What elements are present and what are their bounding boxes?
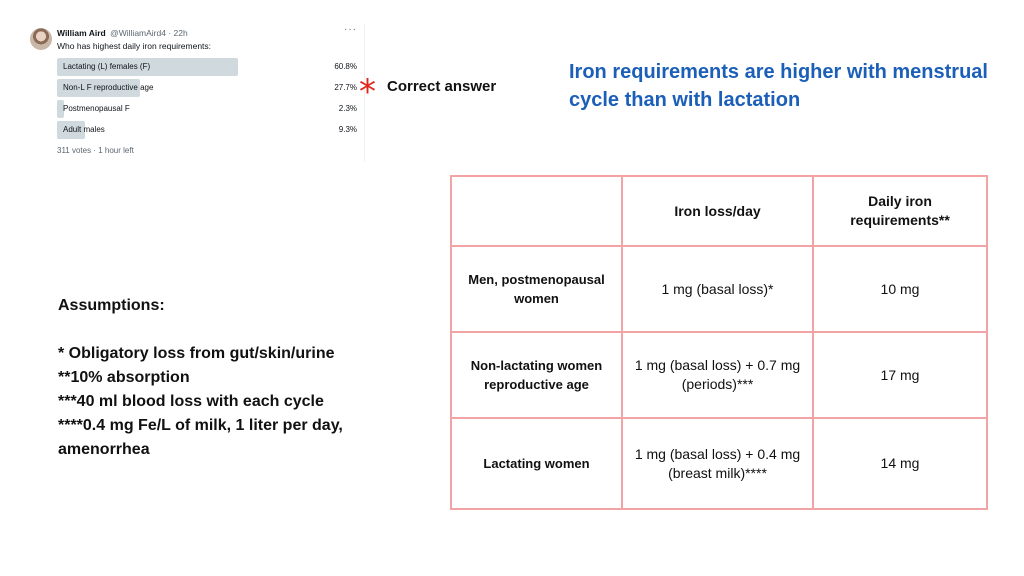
assumption-item: ****0.4 mg Fe/L of milk, 1 liter per day, amenorrhea — [58, 417, 343, 458]
table-cell-requirement: 17 mg — [813, 332, 987, 418]
table-row-group: Non-lactating women reproductive age — [451, 332, 622, 418]
table-row-group: Lactating women — [451, 418, 622, 509]
poll-options — [57, 58, 357, 142]
table-row — [451, 246, 987, 332]
poll-option-percent: 27.7% — [334, 83, 357, 92]
poll-option — [57, 100, 357, 118]
assumptions-title: Assumptions: — [58, 297, 165, 314]
iron-requirements-table — [450, 175, 988, 510]
poll-option — [57, 58, 357, 76]
poll-option-percent: 60.8% — [334, 62, 357, 71]
poll-option-percent: 2.3% — [338, 104, 357, 113]
poll-option-label: Postmenopausal F — [63, 104, 130, 113]
table-cell-iron-loss: 1 mg (basal loss) + 0.7 mg (periods)*** — [622, 332, 813, 418]
correct-answer-label: Correct answer — [387, 78, 497, 95]
assumption-item: **10% absorption — [58, 369, 190, 386]
table-row-group: Men, postmenopausal women — [451, 246, 622, 332]
asterisk-icon: * — [359, 72, 376, 112]
avatar[interactable] — [30, 28, 52, 50]
assumption-item: * Obligatory loss from gut/skin/urine — [58, 345, 335, 362]
ellipsis-icon[interactable]: ··· — [344, 24, 357, 35]
assumption-item: ***40 ml blood loss with each cycle — [58, 393, 324, 410]
author-handle[interactable]: @WilliamAird4 · 22h — [110, 28, 188, 38]
table-cell-iron-loss: 1 mg (basal loss) + 0.4 mg (breast milk)**** — [622, 418, 813, 509]
tweet-poll-card — [28, 24, 365, 162]
table-header-cell: Iron loss/day — [622, 176, 813, 246]
table-header-cell — [451, 176, 622, 246]
poll-option-percent: 9.3% — [338, 125, 357, 134]
poll-footer: 311 votes · 1 hour left — [57, 146, 134, 155]
poll-option-label: Lactating (L) females (F) — [63, 62, 151, 71]
poll-option-label: Adult males — [63, 125, 105, 134]
table-header-cell: Daily iron requirements** — [813, 176, 987, 246]
table-cell-requirement: 14 mg — [813, 418, 987, 509]
tweet-header — [57, 28, 188, 38]
assumptions-block — [58, 294, 438, 462]
poll-question: Who has highest daily iron requirements: — [57, 41, 212, 51]
poll-option — [57, 79, 357, 97]
table-cell-requirement: 10 mg — [813, 246, 987, 332]
poll-option-label: Non-L F reproductive age — [63, 83, 154, 92]
table-cell-iron-loss: 1 mg (basal loss)* — [622, 246, 813, 332]
table-row — [451, 418, 987, 509]
table-row — [451, 332, 987, 418]
poll-option — [57, 121, 357, 139]
author-name[interactable]: William Aird — [57, 28, 106, 38]
headline: Iron requirements are higher with menstrual cycle than with lactation — [569, 61, 988, 111]
table-header-row — [451, 176, 987, 246]
